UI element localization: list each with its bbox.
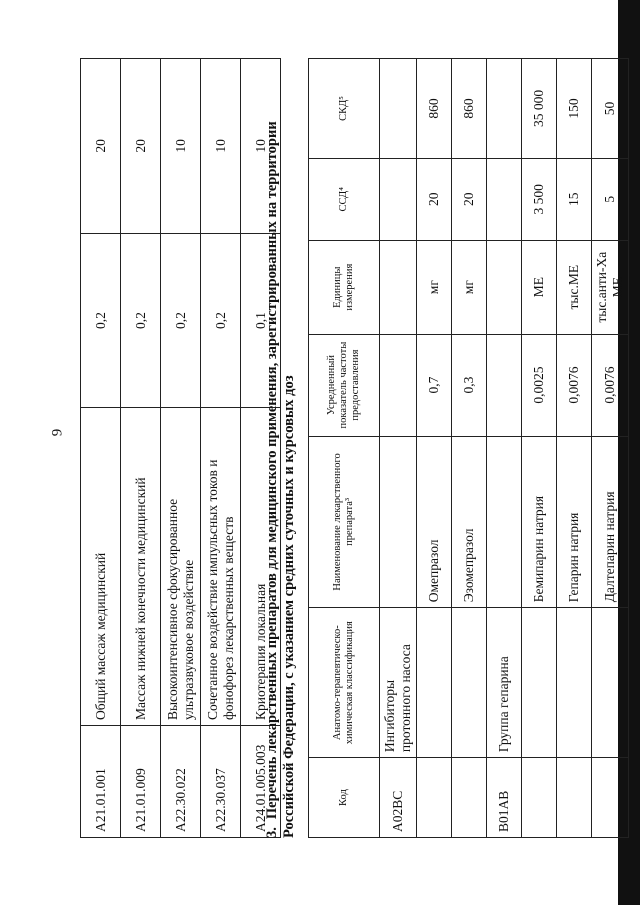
drug-frequency: 0,0076 <box>557 334 592 436</box>
procedure-count: 20 <box>81 59 121 234</box>
page-number: 9 <box>49 428 66 437</box>
header-skd: СКД⁵ <box>309 59 380 159</box>
drug-skd: 150 <box>557 59 592 159</box>
table-row <box>81 59 121 838</box>
procedure-frequency: 0,2 <box>81 233 121 408</box>
header-atc: Анатомо-терапевтическо-химическая классификация <box>309 608 380 758</box>
header-drug: Наименование лекарственного препарата³ <box>309 436 380 608</box>
group-atc: Ингибиторы протонного насоса <box>380 608 417 758</box>
drug-name: Гепарин натрия <box>557 436 592 608</box>
procedure-name: Криотерапия локальная <box>241 408 281 726</box>
table-row <box>121 59 161 838</box>
procedure-code: A22.30.037 <box>201 726 241 838</box>
table-row <box>487 59 522 838</box>
header-ssd: ССД⁴ <box>309 158 380 240</box>
drug-ssd: 20 <box>452 158 487 240</box>
table-header-row <box>309 59 380 838</box>
header-code: Код <box>309 758 380 838</box>
procedure-count: 20 <box>121 59 161 234</box>
drug-name: Омепразол <box>417 436 452 608</box>
procedure-code: A21.01.001 <box>81 726 121 838</box>
procedure-count: 10 <box>201 59 241 234</box>
procedure-code: A21.01.009 <box>121 726 161 838</box>
drug-name: Далтепарин натрия <box>592 436 629 608</box>
drug-frequency: 0,3 <box>452 334 487 436</box>
drug-skd: 50 <box>592 59 629 159</box>
procedure-name: Сочетанное воздействие импульсных токов и фонофорез лекарственных веществ <box>201 408 241 726</box>
table-row <box>557 59 592 838</box>
header-frequency: Усредненный показатель частоты предоставления <box>309 334 380 436</box>
table-row <box>417 59 452 838</box>
procedure-frequency: 0,2 <box>201 233 241 408</box>
drug-frequency: 0,0076 <box>592 334 629 436</box>
table-row <box>201 59 241 838</box>
procedure-count: 10 <box>241 59 281 234</box>
drug-name: Эзомепразол <box>452 436 487 608</box>
section-heading: Перечень лекарственных препаратов для медицинского применения, зарегистрированных на территории Российской Федерации, с указанием средних суточных и курсовых доз <box>264 121 297 838</box>
group-atc: Группа гепарина <box>487 608 522 758</box>
group-code: B01AB <box>487 758 522 838</box>
procedure-code: A22.30.022 <box>161 726 201 838</box>
drug-unit: тыс.анти-Ха МЕ <box>592 240 629 334</box>
drug-unit: мг <box>417 240 452 334</box>
procedure-count: 10 <box>161 59 201 234</box>
procedure-name: Массаж нижней конечности медицинский <box>121 408 161 726</box>
drugs-table <box>308 58 629 838</box>
drug-unit: МЕ <box>522 240 557 334</box>
drug-unit: мг <box>452 240 487 334</box>
drug-ssd: 3 500 <box>522 158 557 240</box>
procedure-name: Высокоинтенсивное сфокусированное ультразвуковое воздействие <box>161 408 201 726</box>
drug-ssd: 5 <box>592 158 629 240</box>
table-row <box>452 59 487 838</box>
section-number: 3. <box>264 827 280 838</box>
table-row <box>380 59 417 838</box>
drug-frequency: 0,7 <box>417 334 452 436</box>
drug-ssd: 15 <box>557 158 592 240</box>
procedure-frequency: 0,1 <box>241 233 281 408</box>
procedure-frequency: 0,2 <box>161 233 201 408</box>
group-code: A02BC <box>380 758 417 838</box>
section-title <box>264 58 298 838</box>
drug-skd: 860 <box>452 59 487 159</box>
drug-frequency: 0,0025 <box>522 334 557 436</box>
table-row <box>161 59 201 838</box>
header-unit: Единицы измерения <box>309 240 380 334</box>
drug-skd: 860 <box>417 59 452 159</box>
rotated-page-content <box>68 58 628 838</box>
drug-name: Бемипарин натрия <box>522 436 557 608</box>
drug-ssd: 20 <box>417 158 452 240</box>
procedure-code: A24.01.005.003 <box>241 726 281 838</box>
drug-skd: 35 000 <box>522 59 557 159</box>
procedures-table <box>80 58 281 838</box>
table-row <box>522 59 557 838</box>
procedure-name: Общий массаж медицинский <box>81 408 121 726</box>
drug-unit: тыс.МЕ <box>557 240 592 334</box>
table-row <box>592 59 629 838</box>
procedure-frequency: 0,2 <box>121 233 161 408</box>
